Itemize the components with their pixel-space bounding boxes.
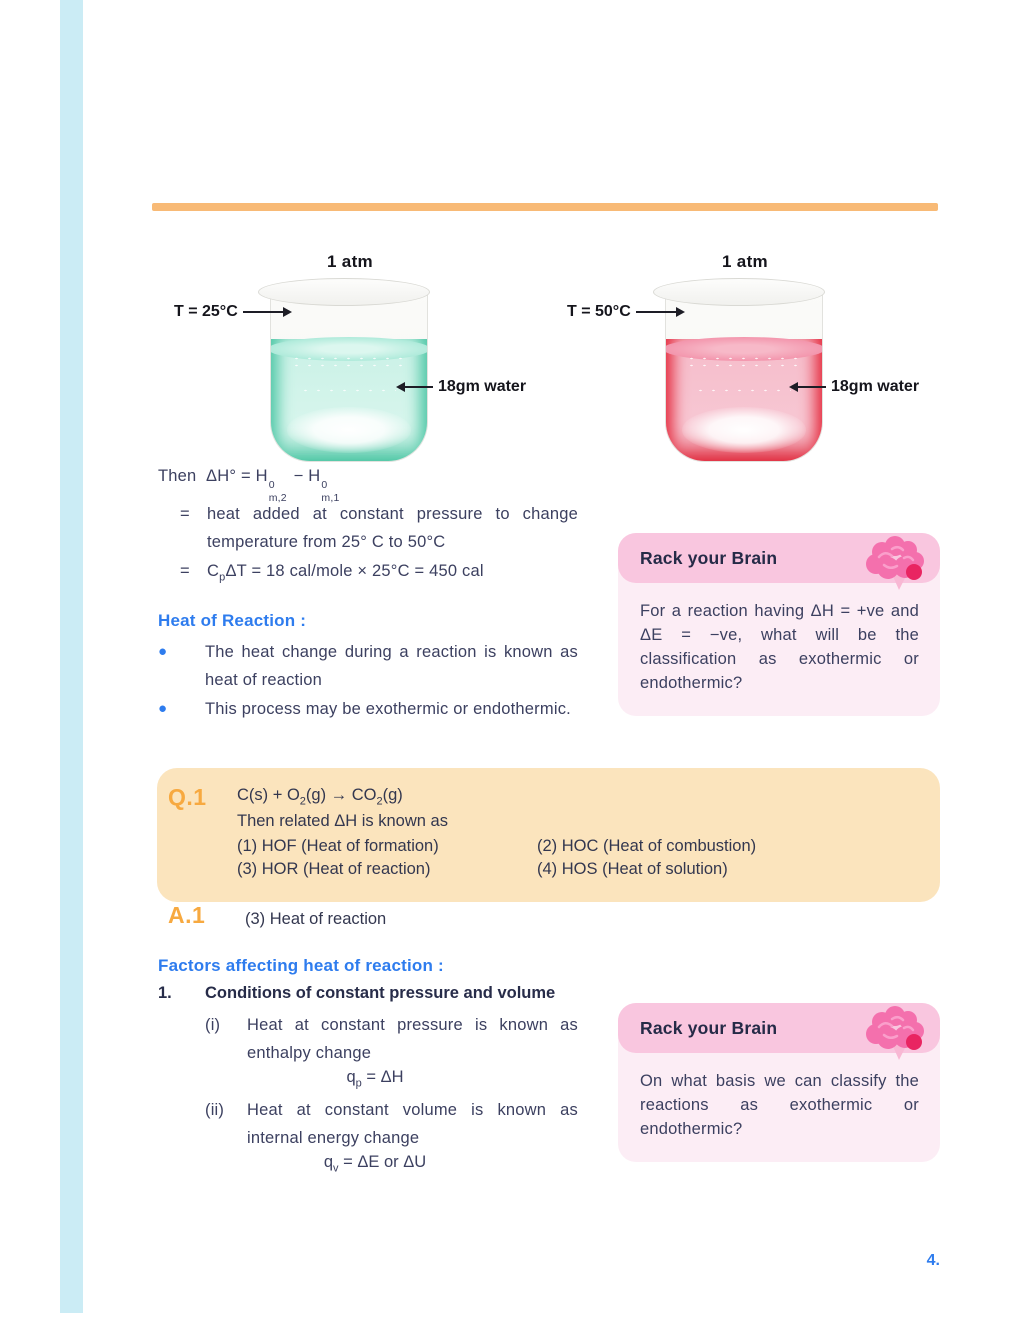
brain-icon [862,1004,928,1062]
beaker-glass [665,290,823,462]
rack-your-brain-box [618,1003,940,1162]
beaker-glass [270,290,428,462]
section-divider-bar [152,203,938,211]
sub-item-ii-text: Heat at constant volume is known as internal energy change [247,1101,578,1148]
option-4: (4) HOS (Heat of solution) [537,860,728,879]
factor-title: Conditions of constant pressure and volume [205,984,556,1002]
beaker-rim [653,278,825,306]
equals-line-1-text: heat added at constant pressure to change temperature from 25° C to 50°C [207,505,578,552]
sub-item-i [205,1011,578,1067]
bullet-item [158,638,578,694]
temperature-label [174,303,285,321]
arrow-left-icon [796,386,826,388]
question-box [157,768,940,902]
pressure-label: 1 atm [722,252,768,271]
answer-text: (3) Heat of reaction [245,910,387,928]
delta-h: ΔH° [206,467,237,485]
pressure-label: 1 atm [327,252,373,271]
question-content [237,784,920,882]
temperature-label [567,303,678,321]
qv-formula: $q_v = \Delta E$ or ΔU [323,1153,427,1175]
question-label: Q.1 [168,784,207,810]
bullet-icon: ● [158,643,168,660]
bullet-icon: ● [158,700,168,717]
beaker-figure-50c [555,250,935,462]
water-amount-label [796,378,919,396]
question-equation: $C(s) + O_2(g) \to CO_2(g)$ [237,786,403,808]
temperature-text: T = 50°C [567,303,631,320]
rack-your-brain-header [618,1003,940,1053]
equals-line-1: = heat added at constant pressure to change temperature from 25° C to 50°C [180,500,578,556]
sub-item-ii-label: (ii) [205,1101,225,1119]
rack-your-brain-header [618,533,940,583]
option-1: (1) HOF (Heat of formation) [237,836,439,855]
equals-line-2: = $C_p\Delta T = 18$ cal/mole × 25°C = 450 cal [180,557,578,587]
bullet-text: This process may be exothermic or endothermic. [205,700,571,718]
bullet-item [158,695,578,723]
heat-of-reaction-heading: Heat of Reaction : [158,611,307,630]
option-2: (2) HOC (Heat of combustion) [537,836,757,855]
answer-row [168,902,386,932]
beaker-rim [258,278,430,306]
rack-your-brain-title: Rack your Brain [640,547,778,568]
factor-number: 1. [158,984,172,1002]
water-amount-text: 18gm water [438,378,527,395]
left-margin-stripe [60,0,83,1313]
water-amount-text: 18gm water [831,378,920,395]
arrow-left-icon [403,386,433,388]
water-amount-label [403,378,526,396]
beaker-liquid [666,339,822,461]
beaker-liquid [271,339,427,461]
arrow-right-icon [636,311,678,313]
sub-item-ii [205,1096,578,1152]
temperature-text: T = 25°C [174,303,238,320]
factors-heading: Factors affecting heat of reaction : [158,956,444,975]
rack-your-brain-text: On what basis we can classify the reactions as exothermic or endothermic? [640,1072,919,1138]
beaker-figure-25c [160,250,540,462]
option-3: (3) HOR (Heat of reaction) [237,860,431,879]
qp-formula: $q_p = \Delta H$ [346,1068,404,1090]
bullet-text: The heat change during a reaction is known as heat of reaction [205,643,578,690]
page-number: 4. [926,1252,940,1269]
question-options [237,835,920,882]
factor-item-1 [158,984,555,1003]
sub-item-i-text: Heat at constant pressure is known as enthalpy change [247,1016,578,1063]
formula-prefix: Then [158,467,197,485]
question-line: Then related ΔH is known as [237,812,448,831]
answer-label: A.1 [168,902,206,928]
sub-item-i-label: (i) [205,1016,221,1034]
arrow-right-icon [243,311,285,313]
enthalpy-formula: Then ΔH° = H 0 m,2 − H 0 m,1 [158,467,340,504]
rack-your-brain-text: For a reaction having ΔH = +ve and ΔE = −ve, what will be the classification as exothermic or endothermic? [640,602,919,692]
equals-line-2-text: $C_p\Delta T = 18$ cal/mole × 25°C = 450 cal [207,562,484,584]
rack-your-brain-box [618,533,940,716]
rack-your-brain-title: Rack your Brain [640,1017,778,1038]
brain-icon [862,534,928,592]
